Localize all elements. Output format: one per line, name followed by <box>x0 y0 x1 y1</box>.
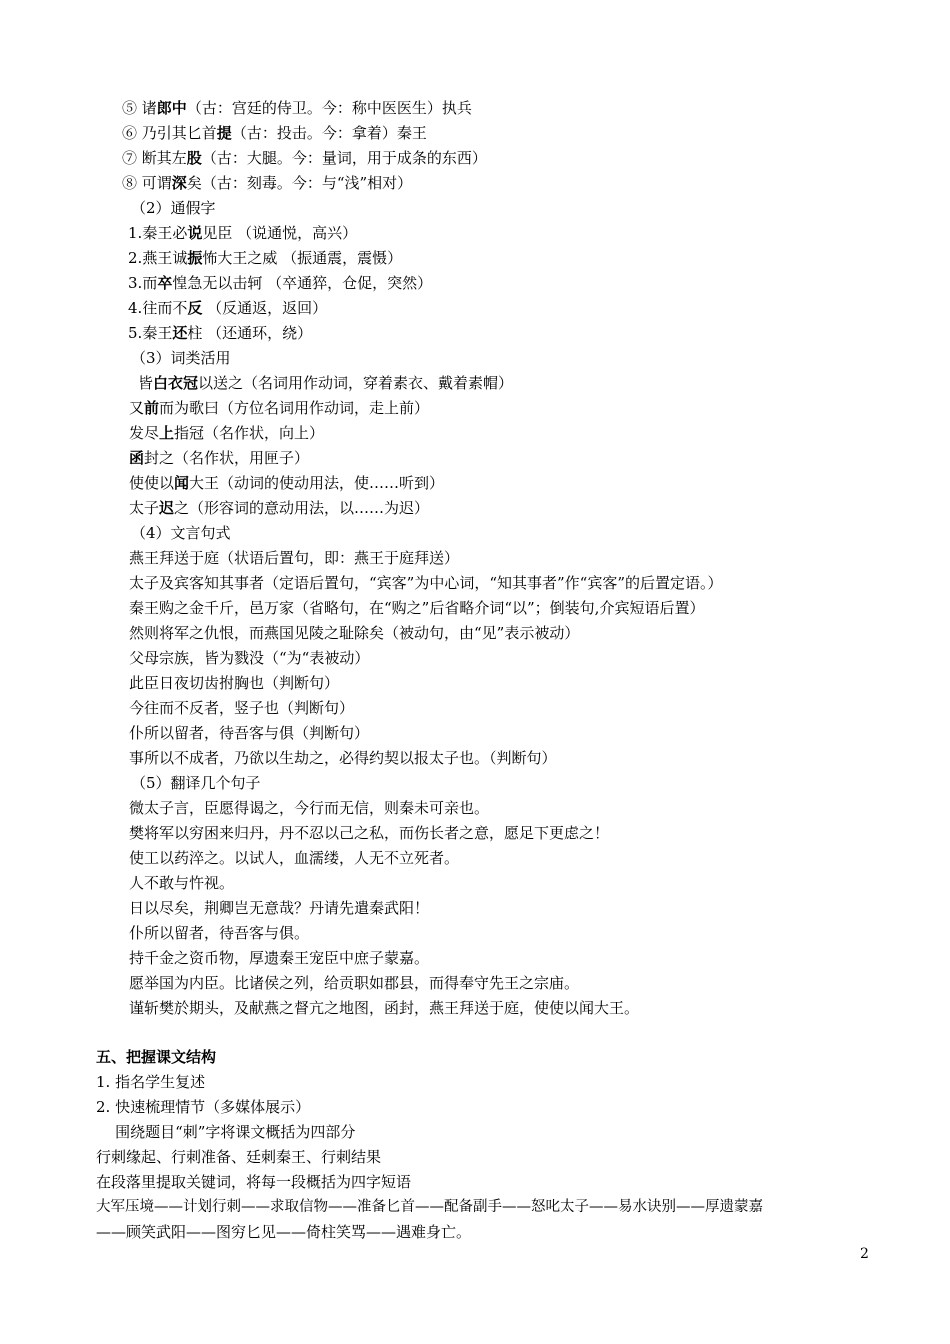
cilei-item: 函封之（名作状，用匣子） <box>129 449 310 467</box>
fanyi-item: 微太子言，臣愿得谒之，今行而无信，则秦未可亲也。 <box>129 799 490 817</box>
fanyi-subheading: （5）翻译几个句子 <box>131 774 261 792</box>
structure-line: 大军压境——计划行刺——求取信物——准备匕首——配备副手——怒叱太子——易水诀别——厚遗蒙嘉 <box>96 1199 763 1215</box>
section-heading: 五、把握课文结构 <box>96 1048 217 1066</box>
jushi-item: 秦王购之金千斤，邑万家（省略句，在“购之”后省略介词“以”；倒装句,介宾短语后置） <box>129 599 705 617</box>
tongjia-item: 2.燕王诚振怖大王之威 （振通震，震慑） <box>128 249 403 267</box>
jushi-item: 仆所以留者，待吾客与俱（判断句） <box>129 724 370 742</box>
jushi-item: 此臣日夜切齿拊胸也（判断句） <box>129 674 340 692</box>
structure-line: 在段落里提取关键词，将每一段概括为四字短语 <box>96 1173 412 1191</box>
tongjia-item: 4.往而不反 （反通返，返回） <box>128 299 328 317</box>
structure-line: ——顾笑武阳——图穷匕见——倚柱笑骂——遇难身亡。 <box>96 1223 472 1241</box>
jushi-subheading: （4）文言句式 <box>131 524 231 542</box>
tongjia-item: 1.秦王必说见臣 （说通悦，高兴） <box>128 224 358 242</box>
structure-line: 行刺缘起、行刺准备、廷刺秦王、行刺结果 <box>96 1148 382 1166</box>
page-number: 2 <box>860 1246 869 1262</box>
cilei-item: 皆白衣冠以送之（名词用作动词，穿着素衣、戴着素帽） <box>138 374 514 392</box>
tongjia-item: 3.而卒惶急无以击轲 （卒通猝，仓促，突然） <box>128 274 433 292</box>
jushi-item: 父母宗族，皆为戮没（“为“表被动） <box>129 649 370 667</box>
cilei-item: 发尽上指冠（名作状，向上） <box>129 424 325 442</box>
jushi-item: 然则将军之仇恨，而燕国见陵之耻除矣（被动句，由“见”表示被动） <box>129 624 580 642</box>
fanyi-item: 日以尽矣，荆卿岂无意哉？丹请先遣秦武阳！ <box>129 899 430 917</box>
jushi-item: 太子及宾客知其事者（定语后置句，“宾客”为中心词，“知其事者”作“宾客”的后置定语。） <box>129 574 723 592</box>
jushi-item: 今往而不反者，竖子也（判断句） <box>129 699 355 717</box>
structure-line: 围绕题目“刺”字将课文概括为四部分 <box>96 1123 356 1141</box>
jushi-item: 事所以不成者，乃欲以生劫之，必得约契以报太子也。（判断句） <box>129 749 557 767</box>
fanyi-item: 仆所以留者，待吾客与俱。 <box>129 924 310 942</box>
fanyi-item: 谨斩樊於期头，及献燕之督亢之地图，函封，燕王拜送于庭，使使以闻大王。 <box>129 999 640 1017</box>
jushi-item: 燕王拜送于庭（状语后置句，即：燕王于庭拜送） <box>129 549 460 567</box>
cilei-item: 太子迟之（形容词的意动用法，以……为迟） <box>129 499 430 517</box>
fanyi-item: 人不敢与忤视。 <box>129 874 235 892</box>
cilei-item: 使使以闻大王（动词的使动用法，使……听到） <box>129 474 445 492</box>
tongjia-item: 5.秦王还柱 （还通环，绕） <box>128 324 313 342</box>
fanyi-item: 使工以药淬之。以试人，血濡缕，人无不立死者。 <box>129 849 460 867</box>
guwen-item: ⑥ 乃引其匕首提（古：投击。今：拿着）秦王 <box>122 124 427 142</box>
structure-line: 2. 快速梳理情节（多媒体展示） <box>96 1098 311 1116</box>
cilei-subheading: （3）词类活用 <box>131 349 231 367</box>
cilei-item: 又前而为歌曰（方位名词用作动词，走上前） <box>129 399 430 417</box>
structure-line: 1. 指名学生复述 <box>96 1073 206 1091</box>
fanyi-item: 愿举国为内臣。比诸侯之列，给贡职如郡县，而得奉守先王之宗庙。 <box>129 974 580 992</box>
guwen-item: ⑦ 断其左股（古：大腿。今：量词，用于成条的东西） <box>122 149 487 167</box>
guwen-item: ⑧ 可谓深矣（古：刻毒。今：与“浅”相对） <box>122 174 413 192</box>
guwen-item: ⑤ 诸郎中（古：宫廷的侍卫。今：称中医医生）执兵 <box>122 99 472 117</box>
fanyi-item: 持千金之资币物，厚遗秦王宠臣中庶子蒙嘉。 <box>129 949 430 967</box>
tongjia-subheading: （2）通假字 <box>131 199 216 217</box>
fanyi-item: 樊将军以穷困来归丹，丹不忍以己之私，而伤长者之意，愿足下更虑之！ <box>129 824 610 842</box>
